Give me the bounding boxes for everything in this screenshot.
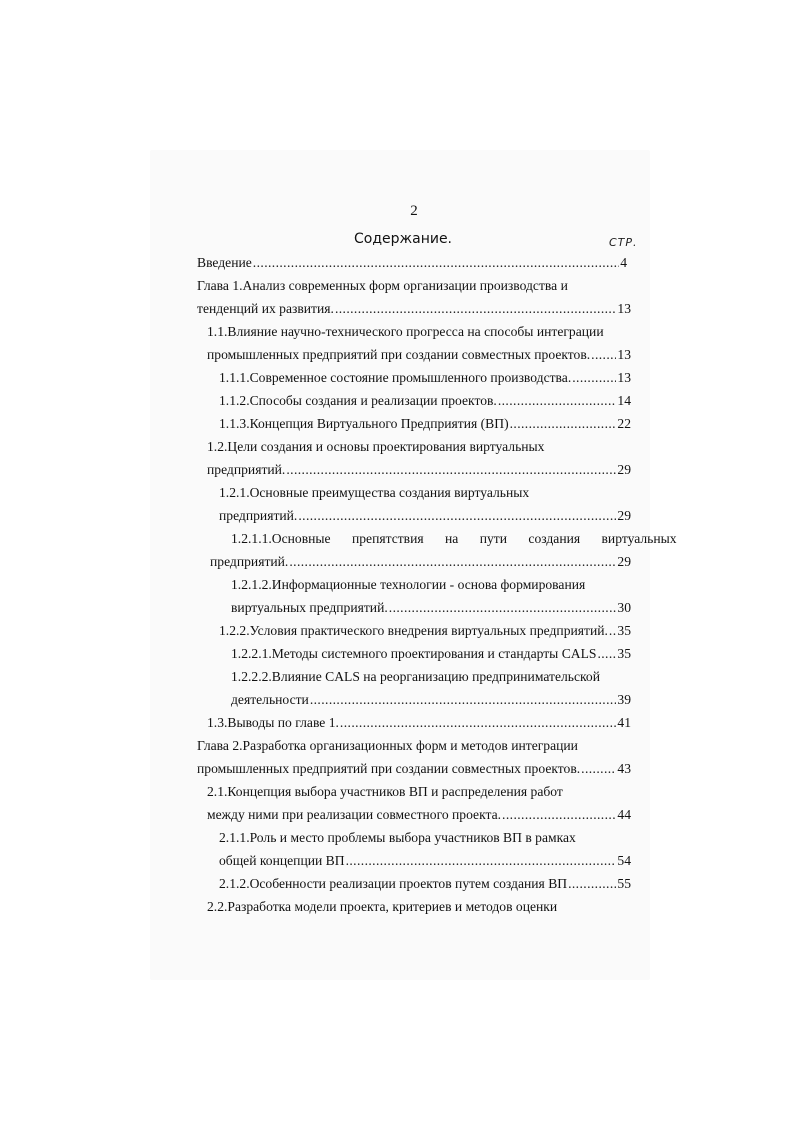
toc-entry bbox=[207, 345, 631, 365]
toc-entry-page: 22 bbox=[617, 416, 631, 431]
leader-dots bbox=[581, 759, 616, 779]
toc-entry bbox=[219, 391, 631, 411]
toc-entry-text: промышленных предприятий при создании совместных проектов. bbox=[197, 761, 581, 776]
toc-entry-page: 13 bbox=[617, 347, 631, 362]
toc-entry-text: 1.2.1.1.Основные препятствия на пути создания виртуальных bbox=[231, 531, 677, 546]
leader-dots bbox=[289, 552, 616, 572]
toc-entry bbox=[210, 552, 631, 572]
toc-entry bbox=[231, 690, 631, 710]
toc-entry-text: 2.1.1.Роль и место проблемы выбора участников ВП в рамках bbox=[219, 830, 576, 845]
toc-entry-page: 43 bbox=[617, 761, 631, 776]
leader-dots bbox=[310, 690, 617, 710]
toc-entry-text: 2.2.Разработка модели проекта, критериев и методов оценки bbox=[207, 899, 558, 914]
toc-entry-page: 39 bbox=[617, 692, 631, 707]
toc-entry-text: предприятий. bbox=[210, 554, 289, 569]
toc-entry-text: предприятий. bbox=[219, 508, 298, 523]
toc-entry-text: 1.1.Влияние научно-технического прогресса на способы интеграции bbox=[207, 324, 604, 339]
toc-entry bbox=[207, 713, 631, 733]
leader-dots bbox=[568, 874, 616, 894]
toc-entry bbox=[219, 368, 631, 388]
leader-dots bbox=[335, 299, 616, 319]
toc-entry bbox=[207, 897, 627, 917]
toc-entry bbox=[207, 437, 627, 457]
leader-dots bbox=[340, 713, 616, 733]
toc-entry-text: 1.2.Цели создания и основы проектирования виртуальных bbox=[207, 439, 545, 454]
toc-entry bbox=[207, 322, 627, 342]
toc-entry bbox=[197, 759, 631, 779]
leader-dots bbox=[597, 644, 616, 664]
leader-dots bbox=[510, 414, 617, 434]
toc-entry-text: 1.3.Выводы по главе 1. bbox=[207, 715, 339, 730]
toc-entry-text: между ними при реализации совместного проекта. bbox=[207, 807, 502, 822]
toc-entry-page: 29 bbox=[617, 462, 631, 477]
leader-dots bbox=[498, 391, 617, 411]
toc-entry-page: 29 bbox=[617, 508, 631, 523]
toc-entry-text: тенденций их развития. bbox=[197, 301, 334, 316]
toc-entry bbox=[231, 575, 627, 595]
toc-entry-page: 35 bbox=[617, 646, 631, 661]
toc-entry bbox=[197, 299, 631, 319]
toc-entry-text: 2.1.2.Особенности реализации проектов путем создания ВП bbox=[219, 876, 568, 891]
toc-entry-page: 4 bbox=[620, 255, 627, 270]
page-column-label: СТР. bbox=[609, 236, 638, 249]
toc-entry bbox=[197, 253, 627, 273]
toc-entry bbox=[231, 644, 631, 664]
leader-dots bbox=[286, 460, 616, 480]
toc-entry-text: Глава 2.Разработка организационных форм и методов интеграции bbox=[197, 738, 578, 753]
toc-entry-text: 1.2.1.Основные преимущества создания виртуальных bbox=[219, 485, 530, 500]
page-number: 2 bbox=[410, 203, 418, 219]
leader-dots bbox=[389, 598, 617, 618]
leader-dots bbox=[572, 368, 616, 388]
toc-entry bbox=[231, 529, 677, 549]
toc-entry bbox=[207, 805, 631, 825]
toc-entry-page: 13 bbox=[617, 370, 631, 385]
toc-entry-text: 1.2.1.2.Информационные технологии - основа формирования bbox=[231, 577, 586, 592]
leader-dots bbox=[609, 621, 616, 641]
toc-entry-page: 44 bbox=[617, 807, 631, 822]
toc-entry-text: 1.1.1.Современное состояние промышленного производства. bbox=[219, 370, 572, 385]
leader-dots bbox=[502, 805, 616, 825]
toc-entry bbox=[219, 621, 631, 641]
toc-entry-text: 1.2.2.Условия практического внедрения виртуальных предприятий. bbox=[219, 623, 608, 638]
toc-entry-text: предприятий. bbox=[207, 462, 286, 477]
toc-entry bbox=[219, 851, 631, 871]
toc-entry-text: 1.2.2.1.Методы системного проектирования и стандарты CALS bbox=[231, 646, 597, 661]
toc-entry bbox=[219, 506, 631, 526]
toc-entry-text: промышленных предприятий при создании совместных проектов. bbox=[207, 347, 591, 362]
toc-entry bbox=[197, 736, 627, 756]
toc-entry-text: 1.1.2.Способы создания и реализации проектов. bbox=[219, 393, 497, 408]
leader-dots bbox=[298, 506, 616, 526]
toc-entry bbox=[219, 414, 631, 434]
toc-entry-text: 1.2.2.2.Влияние CALS на реорганизацию предпринимательской bbox=[231, 669, 600, 684]
toc-entry bbox=[207, 460, 631, 480]
toc-entry bbox=[231, 667, 627, 687]
leader-dots bbox=[253, 253, 619, 273]
toc-entry-page: 14 bbox=[617, 393, 631, 408]
toc-entry-page: 54 bbox=[617, 853, 631, 868]
toc-entry bbox=[219, 483, 619, 503]
toc-entry-page: 13 bbox=[617, 301, 631, 316]
toc-entry-text: виртуальных предприятий. bbox=[231, 600, 388, 615]
toc-entry-text: деятельности bbox=[231, 692, 309, 707]
toc-entry-text: 2.1.Концепция выбора участников ВП и распределения работ bbox=[207, 784, 563, 799]
toc-entry-page: 29 bbox=[617, 554, 631, 569]
toc-entry-page: 30 bbox=[617, 600, 631, 615]
toc-entry-page: 35 bbox=[617, 623, 631, 638]
toc-entry-text: общей концепции ВП bbox=[219, 853, 345, 868]
leader-dots bbox=[346, 851, 617, 871]
toc-entry-page: 41 bbox=[617, 715, 631, 730]
toc-entry bbox=[207, 782, 627, 802]
toc-entry-page: 55 bbox=[617, 876, 631, 891]
toc-entry-text: Глава 1.Анализ современных форм организации производства и bbox=[197, 278, 568, 293]
toc-entry bbox=[197, 276, 637, 296]
toc-entry-text: Введение bbox=[197, 255, 252, 270]
leader-dots bbox=[591, 345, 616, 365]
toc-title: Содержание. bbox=[353, 231, 453, 247]
toc-entry bbox=[219, 828, 627, 848]
toc-entry bbox=[231, 598, 631, 618]
toc-entry-text: 1.1.3.Концепция Виртуального Предприятия (ВП) bbox=[219, 416, 509, 431]
toc-entry bbox=[219, 874, 631, 894]
